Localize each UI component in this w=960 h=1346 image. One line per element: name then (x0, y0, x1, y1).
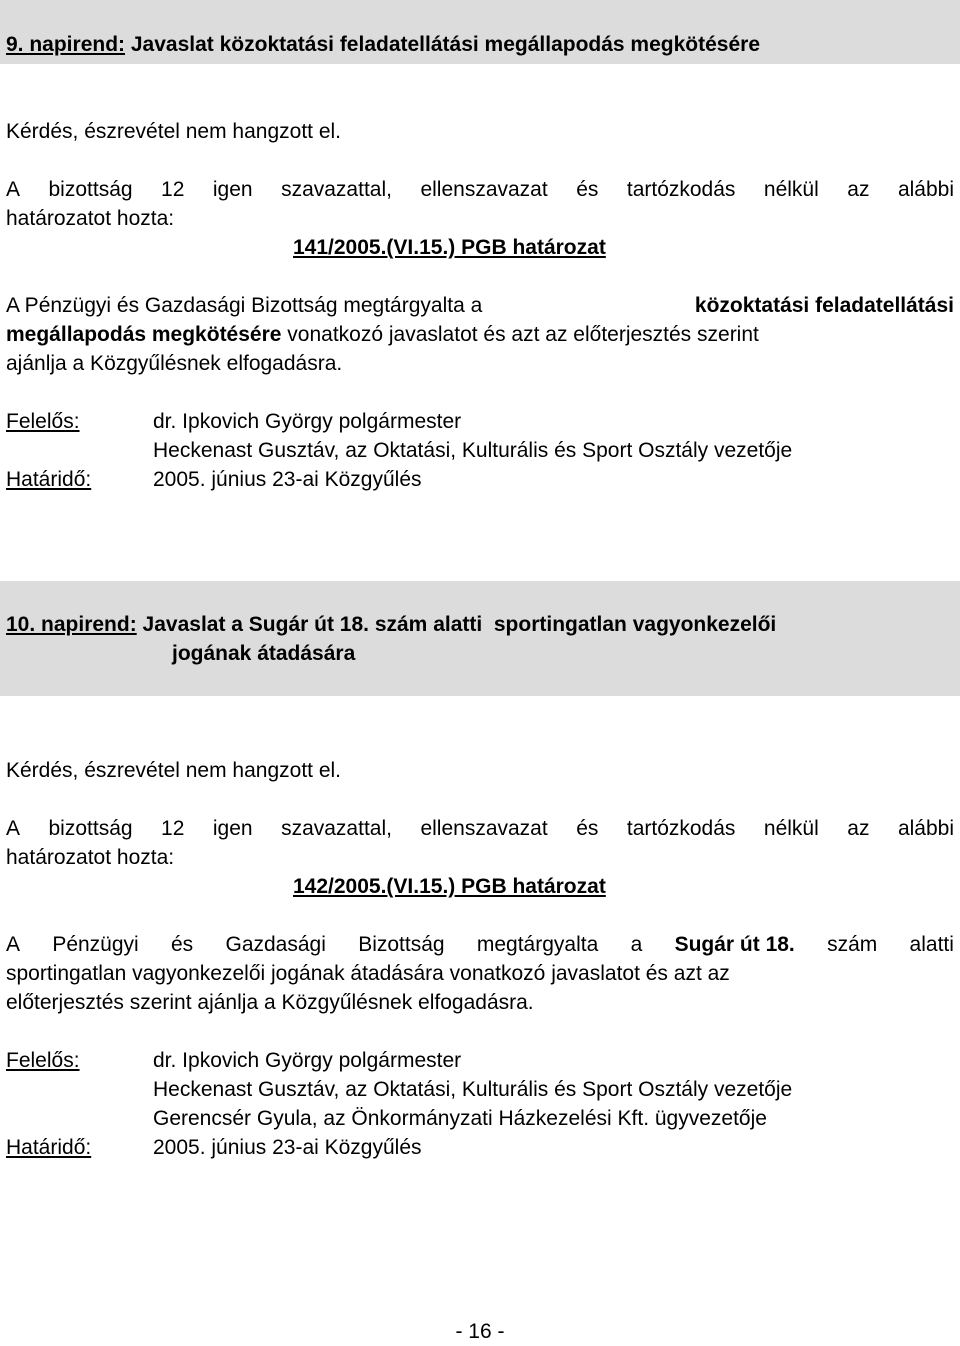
section-10-body-word: Sugár út 18. (674, 933, 795, 956)
section-10-body-word: alatti (909, 933, 954, 956)
section-10-vote-word: bizottság (48, 817, 133, 840)
section-10-vote-word: 12 (161, 817, 185, 840)
section-9-responsible-2: Heckenast Gusztáv, az Oktatási, Kulturális és Sport Osztály vezetője (153, 439, 793, 462)
section-9-resolution-heading: 141/2005.(VI.15.) PGB határozat (293, 236, 606, 259)
section-10-vote-word: tartózkodás (626, 817, 736, 840)
section-9-vote-word: alábbi (897, 178, 954, 201)
section-10-vote-line-2: határozatot hozta: (6, 846, 175, 869)
section-10-vote-word: és (576, 817, 599, 840)
section-10-body-line-3: előterjesztés szerint ajánlja a Közgyűlésnek elfogadásra. (6, 991, 534, 1014)
section-9-vote-word: tartózkodás (626, 178, 736, 201)
section-10-responsible-1: dr. Ipkovich György polgármester (153, 1049, 462, 1072)
section-10-responsible-3: Gerencsér Gyula, az Önkormányzati Házkezelési Kft. ügyvezetője (153, 1107, 767, 1130)
section-9-responsible-label: Felelős: (6, 410, 80, 433)
section-10-body-word: A (6, 933, 21, 956)
section-9-vote-word: szavazattal, (281, 178, 392, 201)
page-number: - 16 - (455, 1320, 505, 1343)
section-10-resolution-heading: 142/2005.(VI.15.) PGB határozat (293, 875, 606, 898)
section-9-title (6, 30, 760, 59)
section-10-body-word: a (630, 933, 643, 956)
section-9-vote-word: igen (212, 178, 253, 201)
section-9-body-bold-1: közoktatási feladatellátási (694, 294, 954, 317)
section-9-body-line-2 (6, 320, 759, 349)
section-9-deadline-label: Határidő: (6, 468, 92, 491)
section-9-body-plain-2: vonatkozó javaslatot és azt az előterjesztés szerint (287, 323, 759, 346)
section-9-responsible-1: dr. Ipkovich György polgármester (153, 410, 462, 433)
section-10-deadline-label: Határidő: (6, 1136, 92, 1159)
section-9-vote-word: A (6, 178, 21, 201)
section-9-title-text: Javaslat közoktatási feladatellátási megállapodás megkötésére (130, 33, 761, 56)
section-9-vote-word: az (847, 178, 870, 201)
section-10-question-line: Kérdés, észrevétel nem hangzott el. (6, 759, 342, 782)
section-10-vote-word: az (847, 817, 870, 840)
section-10-body-word: Bizottság (358, 933, 445, 956)
section-10-vote-word: nélkül (763, 817, 819, 840)
section-10-body-word: Pénzügyi (52, 933, 139, 956)
section-10-vote-line-1 (6, 814, 954, 843)
section-9-number: 9. napirend: (6, 33, 126, 56)
section-10-vote-word: A (6, 817, 21, 840)
section-10-vote-word: alábbi (897, 817, 954, 840)
section-10-body-word: megtárgyalta (476, 933, 599, 956)
section-10-responsible-label: Felelős: (6, 1049, 80, 1072)
section-10-title (6, 610, 776, 639)
section-10-body-word: szám (827, 933, 878, 956)
section-10-body-word: és (171, 933, 194, 956)
section-10-number: 10. napirend: (6, 613, 137, 636)
section-9-question-line: Kérdés, észrevétel nem hangzott el. (6, 120, 342, 143)
section-9-vote-line-1 (6, 175, 954, 204)
section-9-body-line-3: ajánlja a Közgyűlésnek elfogadásra. (6, 352, 343, 375)
section-10-deadline: 2005. június 23-ai Közgyűlés (153, 1136, 422, 1159)
section-10-title-line-2: jogának átadására (172, 642, 356, 665)
section-9-body-bold-2: megállapodás megkötésére (6, 323, 282, 346)
section-10-responsible-2: Heckenast Gusztáv, az Oktatási, Kulturális és Sport Osztály vezetője (153, 1078, 793, 1101)
section-9-vote-word: 12 (161, 178, 185, 201)
section-10-vote-word: igen (212, 817, 253, 840)
section-9-body-plain-1: A Pénzügyi és Gazdasági Bizottság megtárgyalta a (6, 294, 483, 317)
section-9-vote-word: bizottság (48, 178, 133, 201)
section-10-body-line-1 (6, 930, 954, 959)
section-9-deadline: 2005. június 23-ai Közgyűlés (153, 468, 422, 491)
section-10-title-line-1: Javaslat a Sugár út 18. szám alatti sportingatlan vagyonkezelői (142, 613, 777, 636)
section-10-vote-word: ellenszavazat (420, 817, 548, 840)
section-10-body-word: Gazdasági (225, 933, 326, 956)
section-9-vote-word: és (576, 178, 599, 201)
section-9-vote-word: ellenszavazat (420, 178, 548, 201)
section-10-body-line-2: sportingatlan vagyonkezelői jogának átadására vonatkozó javaslatot és azt az (6, 962, 730, 985)
section-9-vote-word: nélkül (763, 178, 819, 201)
section-9-vote-line-2: határozatot hozta: (6, 207, 175, 230)
section-9-body-line-1 (6, 291, 954, 320)
section-10-vote-word: szavazattal, (281, 817, 392, 840)
